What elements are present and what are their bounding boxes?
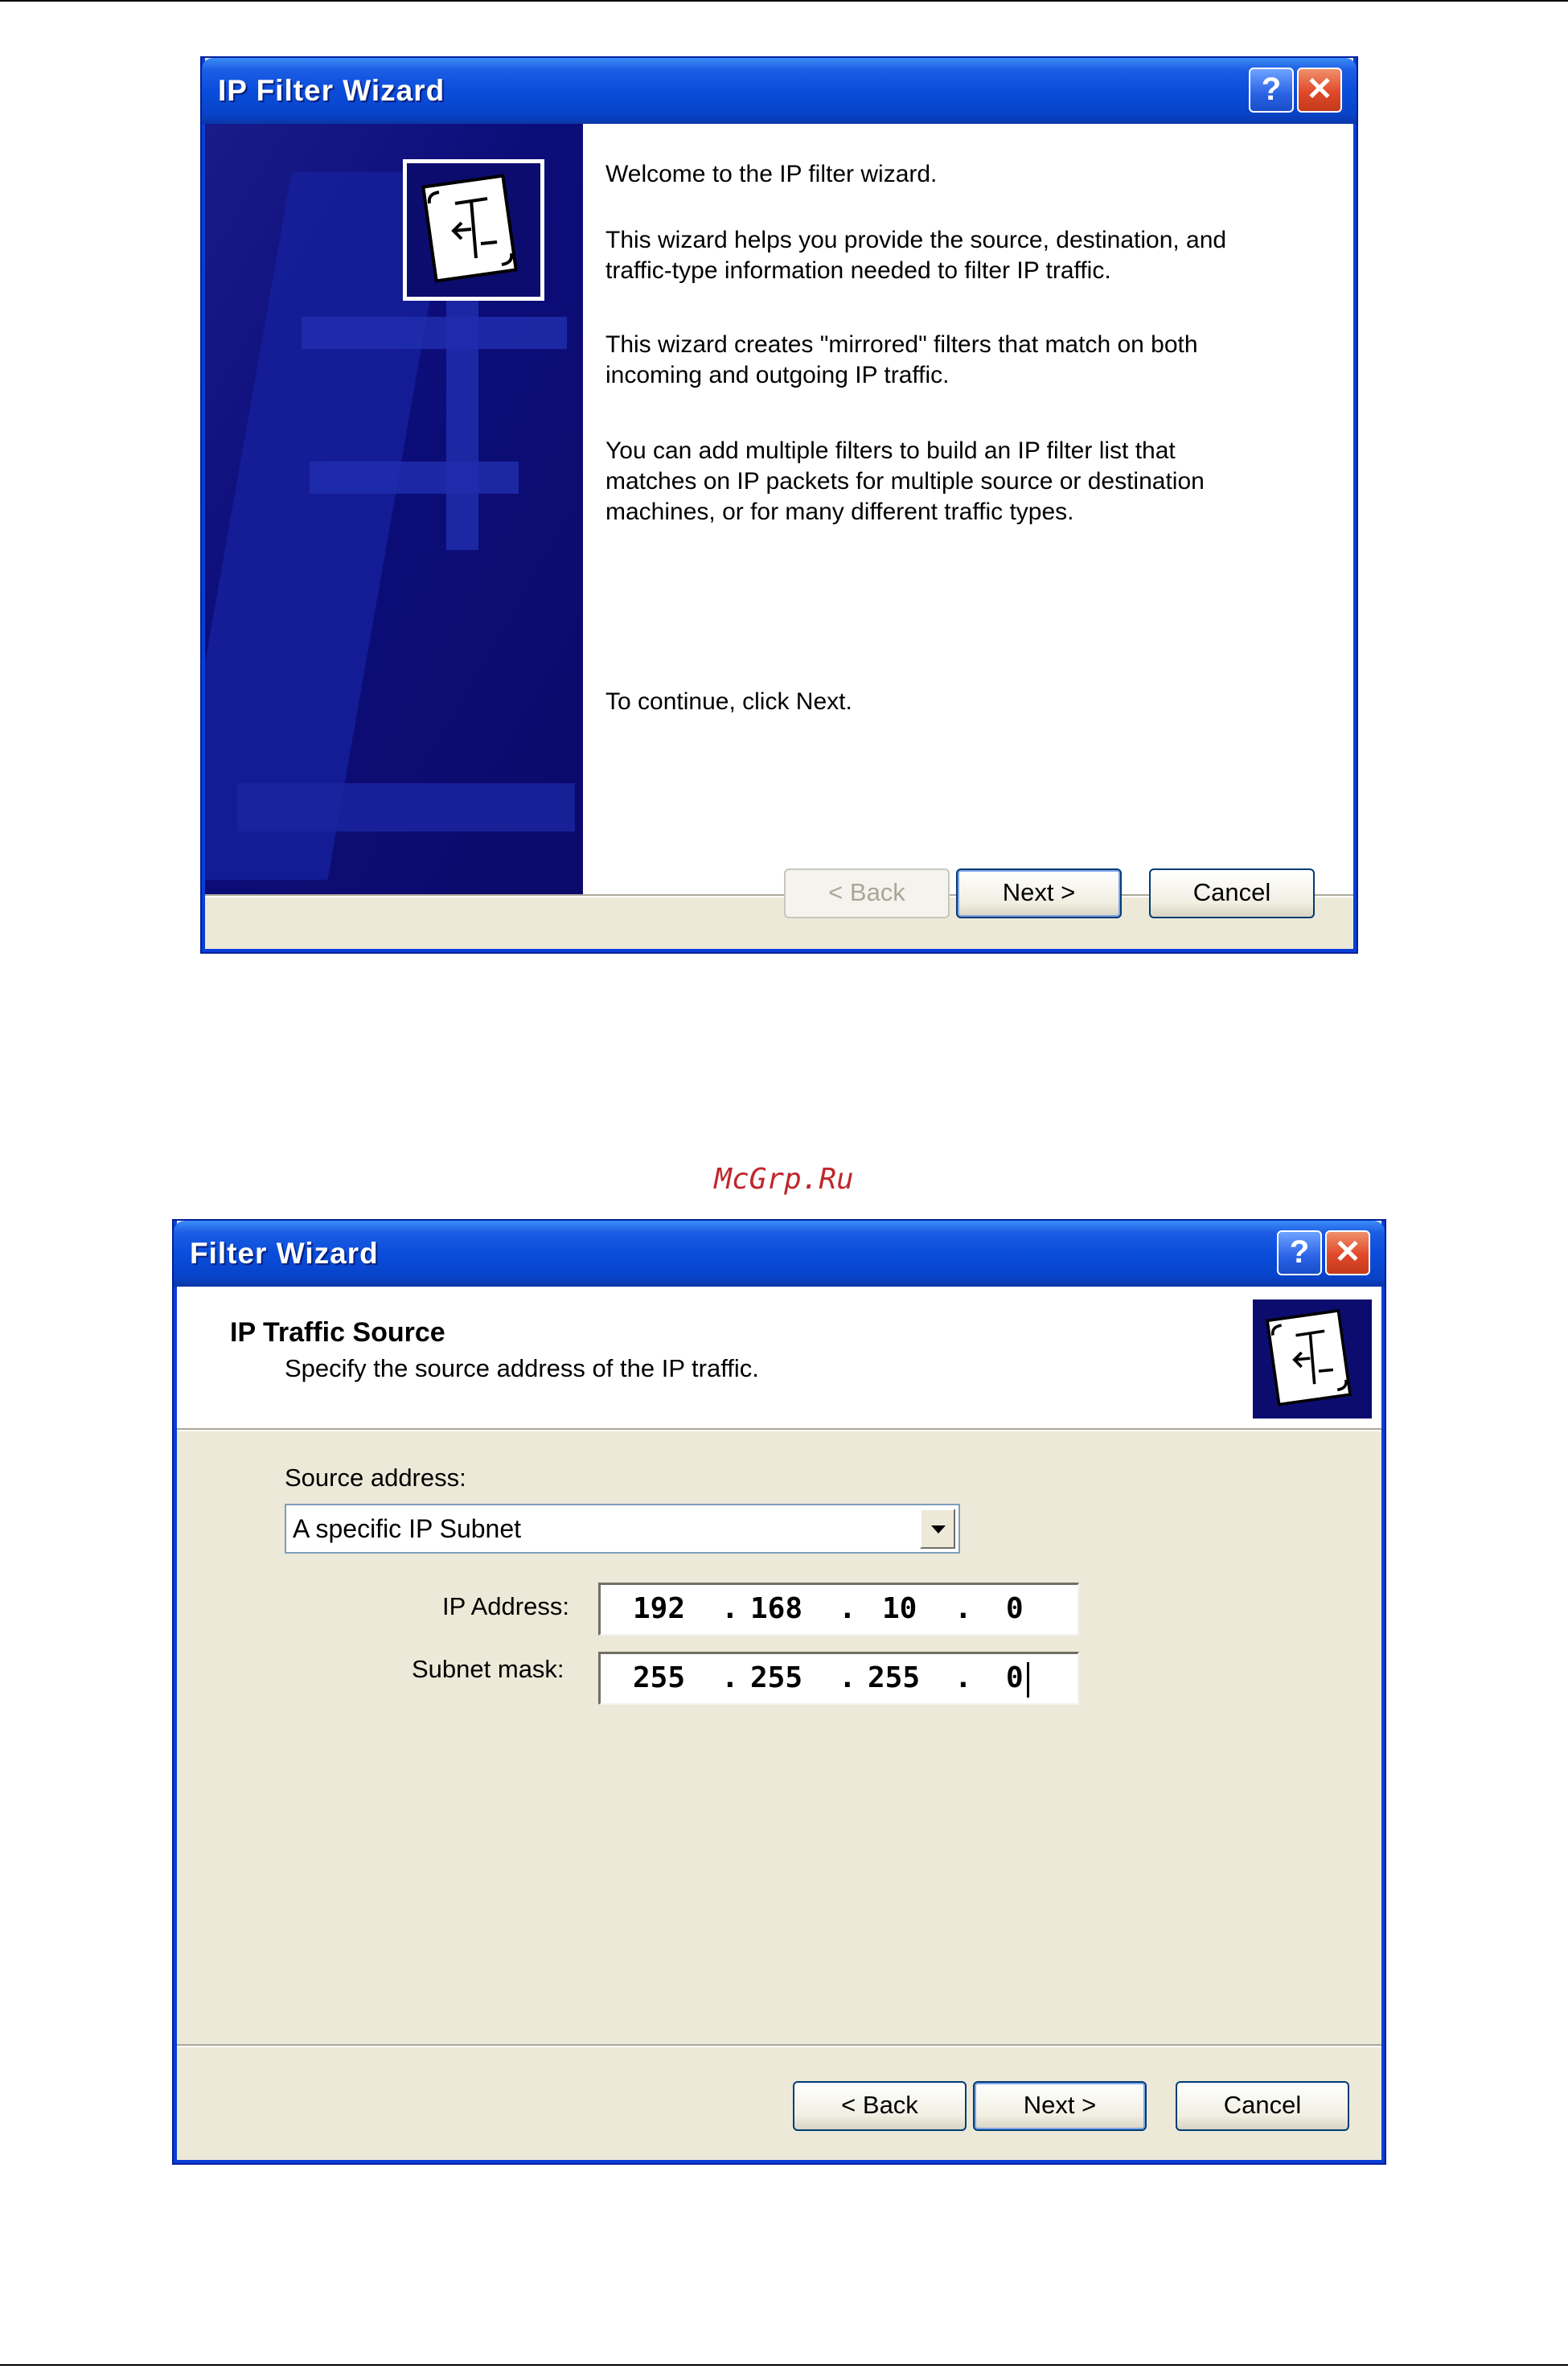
subnet-mask-field[interactable] xyxy=(598,1652,1079,1705)
window-title: Filter Wizard xyxy=(190,1237,379,1270)
decorative-shape xyxy=(237,783,575,831)
bottom-rule xyxy=(0,2364,1568,2366)
dropdown-value: A specific IP Subnet xyxy=(293,1514,522,1543)
mask-octet-2: 255 xyxy=(750,1661,803,1694)
divider xyxy=(177,1428,1381,1431)
divider xyxy=(177,2044,1381,2047)
ip-octet-2: 168 xyxy=(750,1592,803,1625)
mask-octet-4: 0 xyxy=(1006,1661,1024,1694)
next-button[interactable]: Next > xyxy=(973,2081,1147,2131)
subnet-mask-label: Subnet mask: xyxy=(412,1655,564,1683)
source-address-label: Source address: xyxy=(285,1464,466,1492)
octet-dot: . xyxy=(839,1661,856,1694)
help-button[interactable]: ? xyxy=(1277,1230,1322,1275)
source-address-dropdown[interactable] xyxy=(285,1504,960,1554)
wizard-header xyxy=(177,1287,1381,1428)
mask-octet-1: 255 xyxy=(633,1661,686,1694)
wizard-content xyxy=(583,124,1353,894)
ip-octet-3: 10 xyxy=(882,1592,917,1625)
mask-octet-3: 255 xyxy=(868,1661,921,1694)
octet-dot: . xyxy=(954,1592,972,1625)
ip-octet-4: 0 xyxy=(1006,1592,1024,1625)
octet-dot: . xyxy=(954,1661,972,1694)
scroll-icon xyxy=(1253,1299,1372,1419)
text-caret xyxy=(1027,1662,1029,1698)
filter-wizard-window xyxy=(174,1221,1385,2163)
watermark: McGrp.Ru xyxy=(714,1163,854,1196)
ip-address-field[interactable] xyxy=(598,1583,1079,1636)
cancel-button[interactable]: Cancel xyxy=(1176,2081,1349,2131)
scroll-icon xyxy=(403,159,544,301)
close-button[interactable]: ✕ xyxy=(1297,68,1342,113)
top-rule xyxy=(0,0,1568,2)
cancel-button[interactable]: Cancel xyxy=(1149,868,1315,918)
welcome-text: Welcome to the IP filter wizard. xyxy=(605,161,938,187)
octet-dot: . xyxy=(721,1661,739,1694)
back-button[interactable]: < Back xyxy=(793,2081,967,2131)
ip-octet-1: 192 xyxy=(633,1592,686,1625)
window-title: IP Filter Wizard xyxy=(218,74,445,107)
title-bar[interactable] xyxy=(202,58,1357,124)
octet-dot: . xyxy=(839,1592,856,1625)
multiple-filters-text: You can add multiple filters to build an IP filter list that matches on IP packets for multiple source or destination machines, or for many different traffic types. xyxy=(605,437,1205,525)
ip-filter-wizard-window xyxy=(202,58,1357,952)
title-bar[interactable] xyxy=(174,1221,1385,1287)
page-subtitle: Specify the source address of the IP traffic. xyxy=(285,1354,759,1382)
decorative-shape xyxy=(302,317,567,349)
ip-address-label: IP Address: xyxy=(442,1592,569,1620)
decorative-shape xyxy=(310,462,519,494)
octet-dot: . xyxy=(721,1592,739,1625)
page-title: IP Traffic Source xyxy=(230,1317,445,1348)
mirrored-text: This wizard creates "mirrored" filters that match on both incoming and outgoing IP traffic. xyxy=(605,331,1198,388)
close-button[interactable]: ✕ xyxy=(1325,1230,1370,1275)
description-text: This wizard helps you provide the source, destination, and traffic-type information needed to filter IP traffic. xyxy=(605,227,1227,284)
next-button[interactable]: Next > xyxy=(956,868,1122,918)
back-button[interactable]: < Back xyxy=(784,868,950,918)
wizard-side-panel xyxy=(205,124,583,894)
chevron-down-icon[interactable] xyxy=(920,1509,955,1549)
help-button[interactable]: ? xyxy=(1249,68,1294,113)
continue-text: To continue, click Next. xyxy=(605,688,852,715)
